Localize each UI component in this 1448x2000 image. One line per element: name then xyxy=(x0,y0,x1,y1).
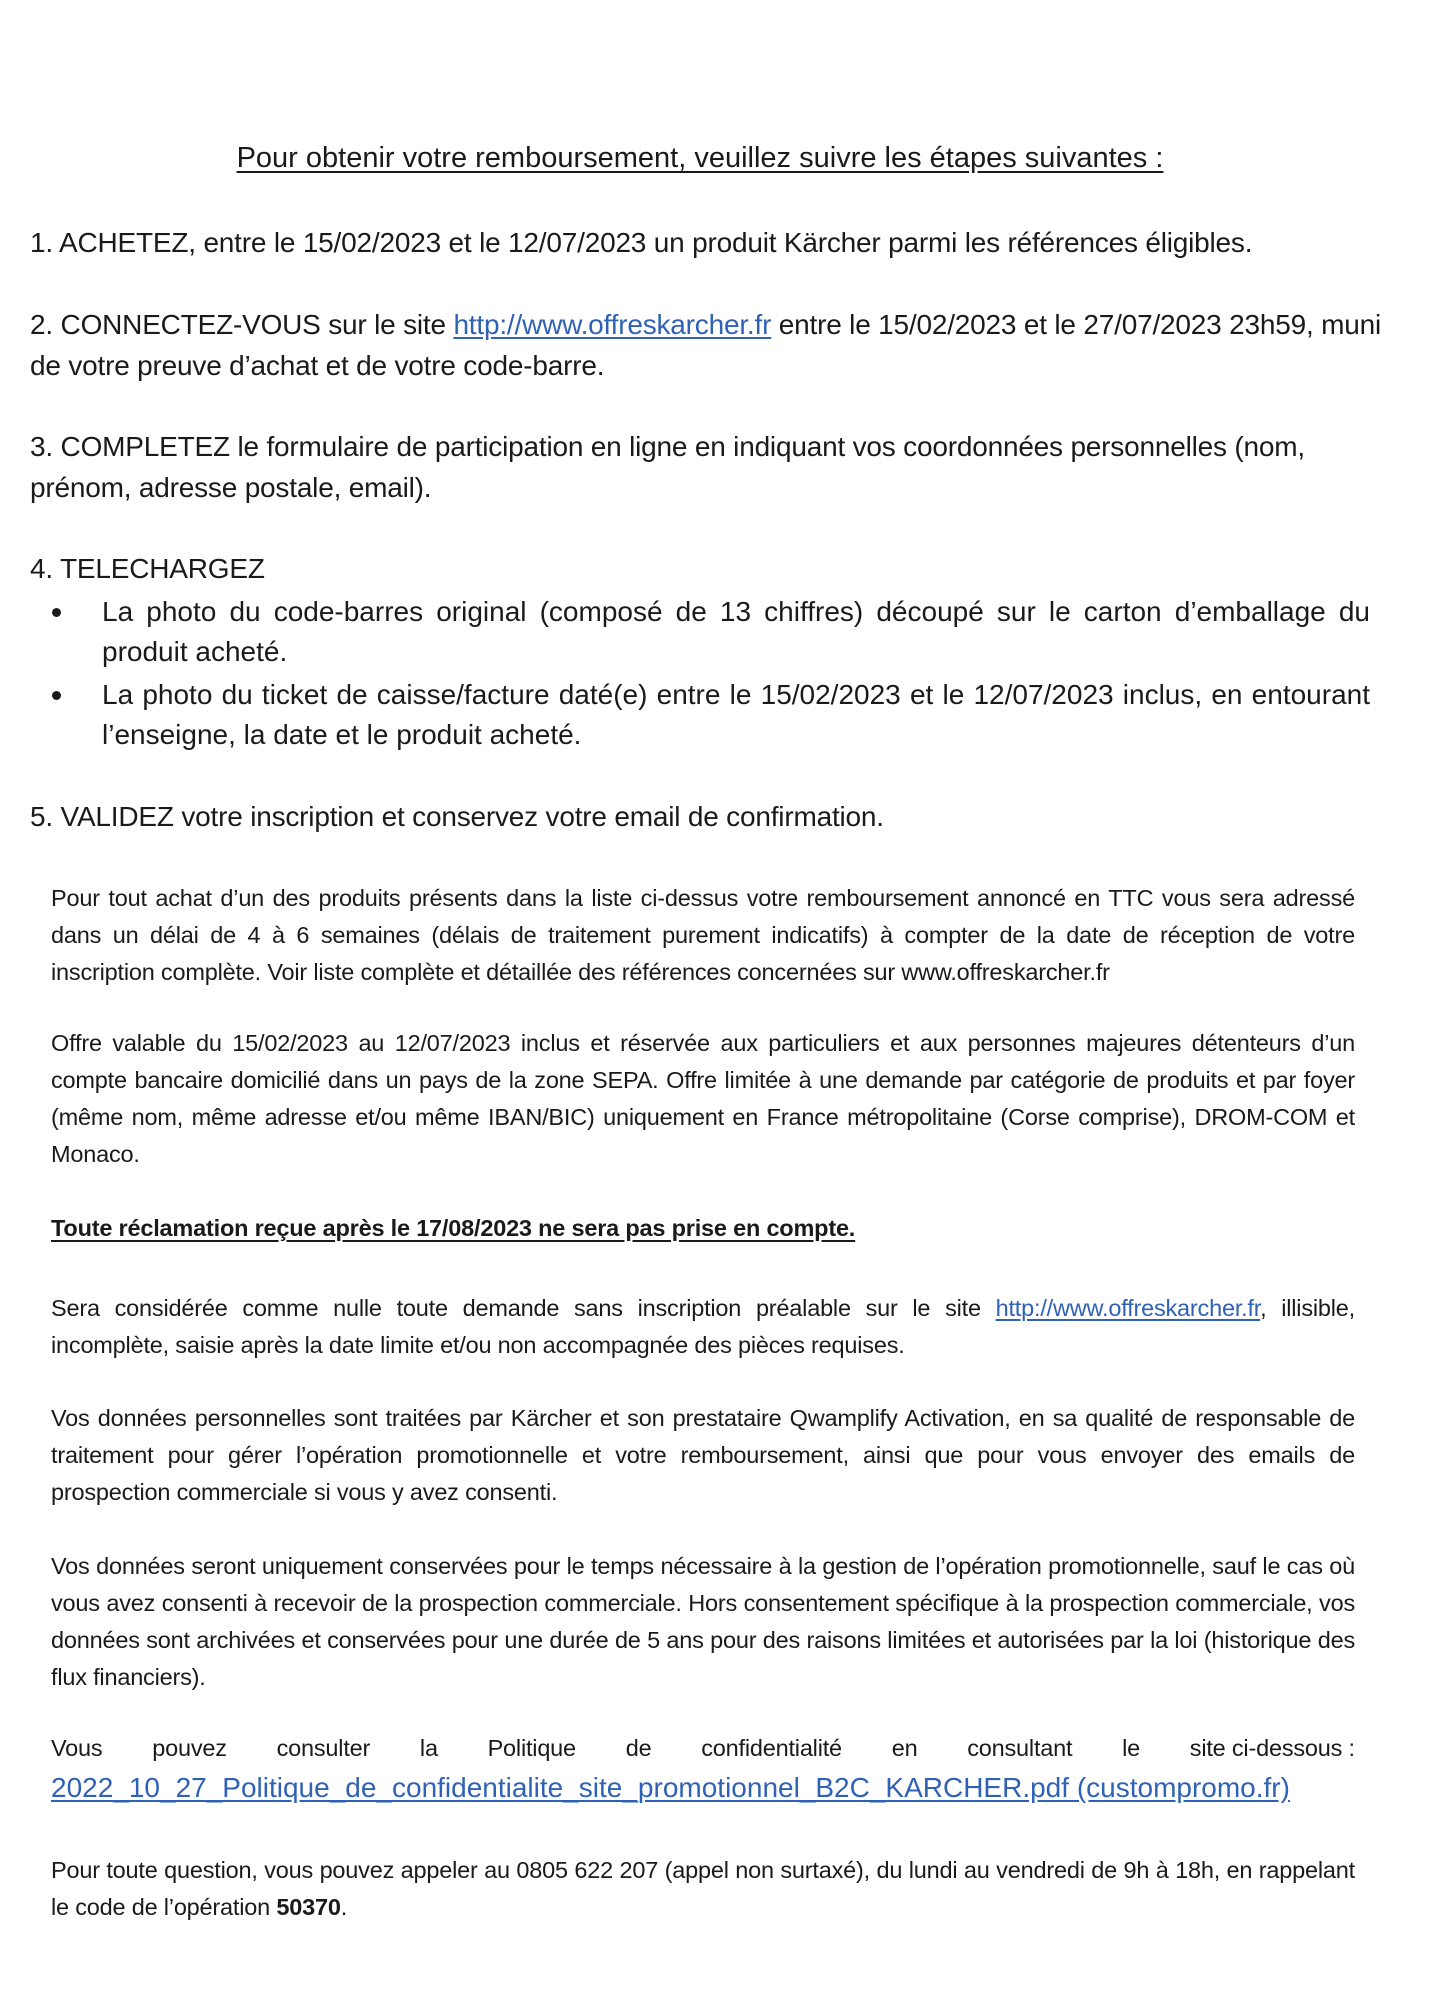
nullity-notice: Sera considérée comme nulle toute demande sans inscription préalable sur le site http://www.offreskarcher.fr, illisible, incomplète, saisie après la date limite et/ou non accompagnée des pièces requises. xyxy=(51,1295,1355,1358)
upload-list xyxy=(30,592,1370,758)
step-keyword: CONNECTEZ-VOUS xyxy=(60,309,321,340)
list-item: La photo du ticket de caisse/facture daté(e) entre le 15/02/2023 et le 12/07/2023 inclus, en entourant l’enseigne, la date et le produit acheté. xyxy=(30,675,1370,755)
data-retention-notice: Vos données seront uniquement conservées pour le temps nécessaire à la gestion de l’opération promotionnelle, sauf le cas où vous avez consenti à recevoir de la prospection commerciale. Hors consentement spécifique à la prospection commerciale, vos données sont archivées et conservées pour une durée de 5 ans pour des raisons limitées et autorisées par la loi (historique des flux financiers). xyxy=(51,1553,1355,1690)
step-number: 4. xyxy=(30,553,53,584)
step-keyword: ACHETEZ xyxy=(59,227,189,258)
step-4 xyxy=(30,548,1390,589)
privacy-policy-link[interactable]: 2022_10_27_Politique_de_confidentialite_site_promotionnel_B2C_KARCHER.pdf (custompromo.fr) xyxy=(51,1772,1290,1803)
date: 12/07/2023 xyxy=(508,227,647,258)
privacy-policy-intro: Vous pouvez consulter la Politique de confidentialité en consultant le site ci-dessous : xyxy=(51,1735,1355,1761)
step-number: 5. xyxy=(30,801,53,832)
claim-deadline: Toute réclamation reçue après le 17/08/2023 ne sera pas prise en compte. xyxy=(51,1215,856,1241)
step-5: 5. VALIDEZ votre inscription et conservez votre email de confirmation. xyxy=(30,801,884,832)
list-item: La photo du code-barres original (composé de 13 chiffres) découpé sur le carton d’emballage du produit acheté. xyxy=(30,592,1370,672)
offres-link[interactable]: http://www.offreskarcher.fr xyxy=(995,1295,1261,1321)
step-keyword: TELECHARGEZ xyxy=(60,553,265,584)
bullet-icon xyxy=(52,608,61,617)
offer-conditions: Offre valable du 15/02/2023 au 12/07/2023 inclus et réservée aux particuliers et aux personnes majeures détenteurs d’un compte bancaire domicilié dans un pays de la zone SEPA. Offre limitée à une demande par catégorie de produits et par foyer (même nom, même adresse et/ou même IBAN/BIC) uniquement en France métropolitaine (Corse comprise), DROM-COM et Monaco. xyxy=(51,1030,1355,1167)
offres-link[interactable]: http://www.offreskarcher.fr xyxy=(453,309,772,340)
step-number: 2. xyxy=(30,309,53,340)
step-keyword: VALIDEZ xyxy=(60,801,174,832)
date: 15/02/2023 xyxy=(878,309,1017,340)
step-3: 3. COMPLETEZ le formulaire de participation en ligne en indiquant vos coordonnées personnelles (nom, prénom, adresse postale, email). xyxy=(30,431,1305,503)
contact-info: Pour toute question, vous pouvez appeler au 0805 622 207 (appel non surtaxé), du lundi au vendredi de 9h à 18h, en rappelant le code de l’opération 50370. xyxy=(51,1857,1355,1920)
step-keyword: COMPLETEZ xyxy=(60,431,230,462)
step-1: 1. ACHETEZ, entre le 15/02/2023 et le 12/07/2023 un produit Kärcher parmi les références éligibles. xyxy=(30,227,1253,258)
operation-code: 50370 xyxy=(276,1894,341,1920)
refund-info: Pour tout achat d’un des produits présents dans la liste ci-dessus votre remboursement annoncé en TTC vous sera adressé dans un délai de 4 à 6 semaines (délais de traitement purement indicatifs) à compter de la date de réception de votre inscription complète. Voir liste complète et détaillée des références concernées sur www.offreskarcher.fr xyxy=(51,885,1355,985)
page-title: Pour obtenir votre remboursement, veuillez suivre les étapes suivantes : xyxy=(236,142,1164,174)
step-number: 3. xyxy=(30,431,53,462)
bullet-icon xyxy=(52,691,61,700)
step-number: 1. xyxy=(30,227,53,258)
date: 27/07/2023 xyxy=(1083,309,1222,340)
step-2: 2. CONNECTEZ-VOUS sur le site http://www.offreskarcher.fr entre le 15/02/2023 et le 27/07/2023 23h59, muni de votre preuve d’achat et de votre code-barre. xyxy=(30,309,1382,381)
date: 15/02/2023 xyxy=(302,227,441,258)
data-processing-notice: Vos données personnelles sont traitées par Kärcher et son prestataire Qwamplify Activation, en sa qualité de responsable de traitement pour gérer l’opération promotionnelle et votre remboursement, ainsi que pour vous envoyer des emails de prospection commerciale si vous y avez consenti. xyxy=(51,1405,1355,1505)
